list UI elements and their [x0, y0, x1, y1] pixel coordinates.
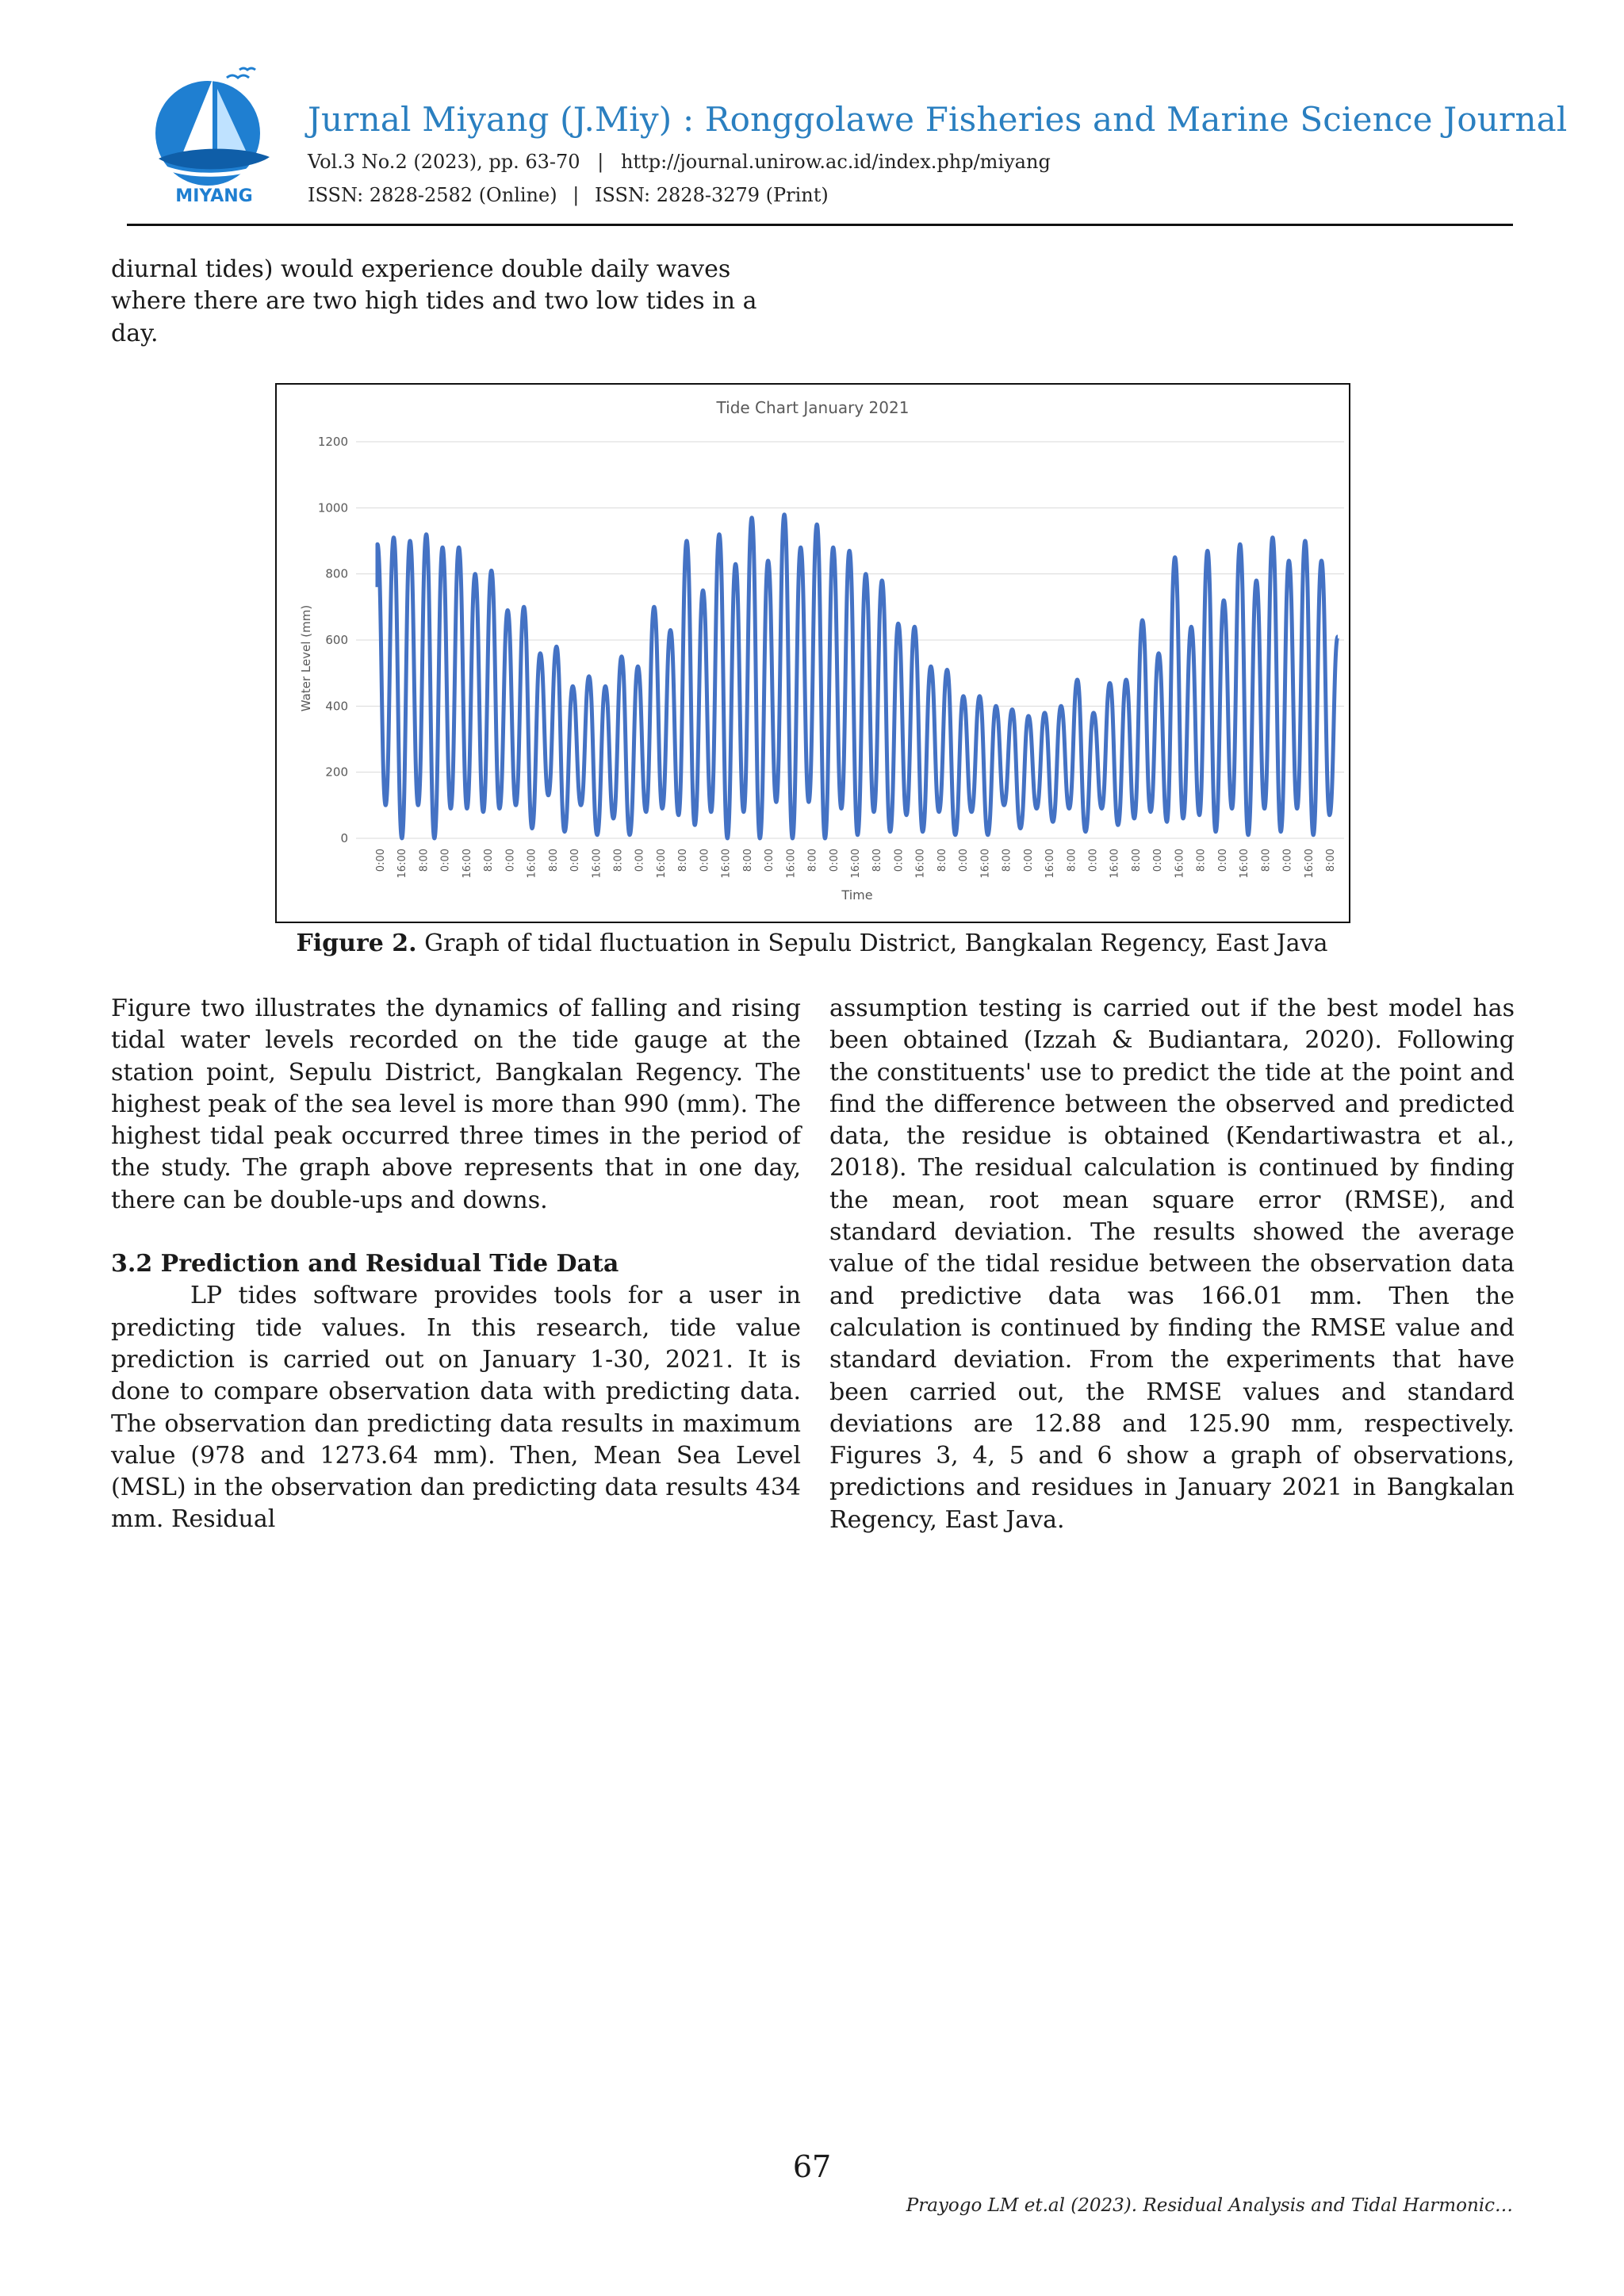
x-tick-label: 0:00: [699, 849, 711, 872]
journal-logo: [151, 65, 278, 206]
separator: |: [573, 184, 580, 206]
y-axis-label: Water Level (mm): [299, 604, 313, 712]
x-tick-label: 0:00: [504, 849, 517, 872]
x-tick-label: 8:00: [936, 849, 948, 872]
x-tick-label: 8:00: [741, 849, 754, 872]
figure-2-chart: [275, 383, 1350, 923]
x-tick-label: 16:00: [1044, 849, 1056, 879]
x-tick-label: 8:00: [483, 849, 496, 872]
issn-print: ISSN: 2828-3279 (Print): [594, 184, 829, 206]
x-tick-label: 8:00: [1131, 849, 1143, 872]
x-tick-label: 16:00: [914, 849, 927, 879]
x-tick-label: 0:00: [439, 849, 452, 872]
x-tick-label: 16:00: [979, 849, 992, 879]
figure-caption-text: Graph of tidal fluctuation in Sepulu District, Bangkalan Regency, East Java: [416, 930, 1328, 957]
figure-label: Figure 2.: [296, 930, 417, 957]
x-tick-label: 0:00: [569, 849, 581, 872]
ship-logo-icon: [151, 65, 278, 206]
x-tick-label: 0:00: [1152, 849, 1165, 872]
x-tick-label: 16:00: [1303, 849, 1316, 879]
x-tick-label: 0:00: [375, 849, 387, 872]
y-tick-label: 1000: [317, 500, 348, 516]
x-tick-label: 8:00: [1001, 849, 1013, 872]
x-tick-label: 16:00: [720, 849, 733, 879]
x-tick-label: 16:00: [1239, 849, 1251, 879]
x-axis-ticks: [375, 849, 1337, 878]
x-tick-label: 16:00: [850, 849, 862, 879]
x-tick-label: 0:00: [1281, 849, 1294, 872]
x-tick-label: 16:00: [526, 849, 538, 879]
y-tick-label: 1200: [317, 435, 348, 449]
y-tick-label: 800: [325, 566, 348, 581]
paragraph-lp-tides: LP tides software provides tools for a user in predicting tide values. In this research, tide value prediction is carried out on January 1-30, 2021. It is done to compare observation data with predicting data. The observation dan predicting data results in maximum value (978 and 1273.64 mm). Then, Mean Sea Level (MSL) in the observation dan predicting data results 434 mm. Residual: [111, 1282, 801, 1534]
series-water-level: [377, 515, 1338, 838]
issn-line: [308, 184, 829, 206]
x-tick-label: 8:00: [1325, 849, 1337, 872]
x-tick-label: 16:00: [591, 849, 603, 879]
x-tick-label: 8:00: [612, 849, 625, 872]
page-number: 67: [792, 2149, 832, 2184]
volume-info: Vol.3 No.2 (2023), pp. 63-70: [308, 151, 580, 173]
paragraph-figure-two: Figure two illustrates the dynamics of falling and rising tidal water levels recorded on the tide gauge at the station point, Sepulu District, Bangkalan Regency. The highest peak of the sea level is more than 990 (mm). The highest tidal peak occurred three times in the period of the study. The graph above represents that in one day, there can be double-ups and downs.: [111, 995, 801, 1214]
x-tick-label: 8:00: [1066, 849, 1078, 872]
x-tick-label: 8:00: [1195, 849, 1208, 872]
x-tick-label: 16:00: [461, 849, 473, 879]
y-tick-label: 600: [325, 633, 348, 647]
y-tick-label: 200: [325, 765, 348, 780]
x-tick-label: 0:00: [1216, 849, 1229, 872]
x-tick-label: 0:00: [764, 849, 776, 872]
x-tick-label: 16:00: [785, 849, 798, 879]
issn-online: ISSN: 2828-2582 (Online): [308, 184, 557, 206]
x-tick-label: 0:00: [1022, 849, 1035, 872]
header-divider: [127, 224, 1513, 226]
x-tick-label: 16:00: [396, 849, 409, 879]
x-tick-label: 8:00: [418, 849, 431, 872]
y-tick-label: 0: [340, 831, 348, 845]
x-tick-label: 8:00: [1260, 849, 1273, 872]
x-tick-label: 0:00: [828, 849, 841, 872]
y-axis-ticks: [318, 435, 348, 845]
series-line-water-level: [377, 515, 1338, 838]
left-column: [111, 993, 801, 1536]
x-tick-label: 8:00: [871, 849, 884, 872]
x-tick-label: 8:00: [547, 849, 560, 872]
volume-url-line: [308, 151, 1051, 173]
footer-reference: Prayogo LM et.al (2023). Residual Analysis and Tidal Harmonic…: [906, 2195, 1513, 2216]
chart-title: Tide Chart January 2021: [716, 398, 910, 417]
x-tick-label: 0:00: [1087, 849, 1100, 872]
x-tick-label: 16:00: [656, 849, 668, 879]
tide-chart: [277, 385, 1349, 922]
figure-caption: [111, 930, 1513, 957]
separator: |: [597, 151, 604, 173]
journal-url[interactable]: http://journal.unirow.ac.id/index.php/miyang: [620, 151, 1051, 173]
x-axis-label: Time: [841, 887, 873, 903]
x-tick-label: 16:00: [1109, 849, 1121, 879]
right-column: [829, 993, 1515, 1536]
paragraph-residual: assumption testing is carried out if the best model has been obtained (Izzah & Budiantara, 2020). Following the constituents' use to predict the tide at the point and find the difference between the observed and predicted data, the residue is obtained (Kendartiwastra et al., 2018). The residual calculation is continued by finding the mean, root mean square error (RMSE), and standard deviation. The results showed the average value of the tidal residue between the observation data and predictive data was 166.01 mm. Then the calculation is continued by finding the RMSE value and standard deviation. From the experiments that have been carried out, the RMSE values and standard deviations are 12.88 and 125.90 mm, respectively. Figures 3, 4, 5 and 6 show a graph of observations, predictions and residues in January 2021 in Bangkalan Regency, East Java.: [829, 995, 1515, 1534]
x-tick-label: 0:00: [958, 849, 971, 872]
intro-paragraph: [111, 254, 801, 350]
logo-text: MIYANG: [175, 186, 253, 206]
x-tick-label: 8:00: [677, 849, 690, 872]
y-tick-label: 400: [325, 699, 348, 714]
section-heading: 3.2 Prediction and Residual Tide Data: [111, 1250, 619, 1278]
x-tick-label: 0:00: [893, 849, 906, 872]
journal-title: Jurnal Miyang (J.Miy) : Ronggolawe Fisheries and Marine Science Journal: [308, 100, 1568, 139]
x-tick-label: 0:00: [634, 849, 646, 872]
x-tick-label: 8:00: [806, 849, 819, 872]
intro-text: diurnal tides) would experience double daily waves where there are two high tides and two low tides in a day.: [111, 255, 757, 347]
x-tick-label: 16:00: [1174, 849, 1186, 879]
